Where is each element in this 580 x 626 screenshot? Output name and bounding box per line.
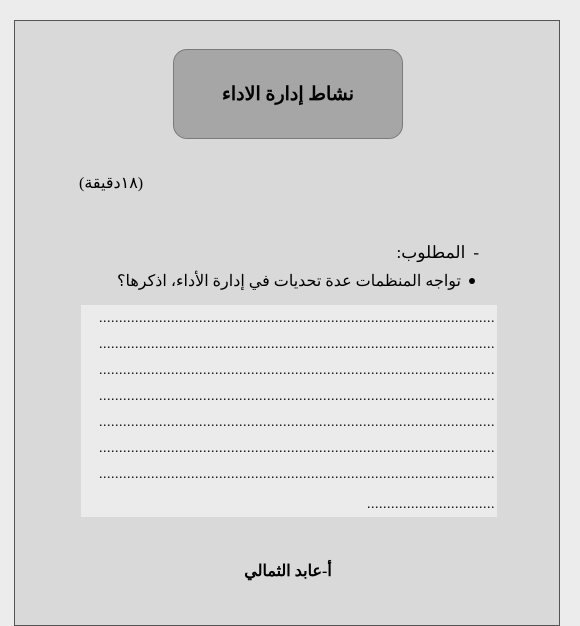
question-text: تواجه المنظمات عدة تحديات في إدارة الأداء، اذكرها؟ [117,273,461,290]
answer-line: ................................ [367,497,495,512]
document-page [14,20,560,626]
author-name: أ-عابد الثمالي [244,563,332,580]
answer-line: ................................................................................................... [99,311,495,326]
required-label: المطلوب: [396,243,466,262]
title-box [173,49,403,139]
duration-label: (١٨دقيقة) [79,175,144,192]
dash-marker: - [473,243,479,262]
answer-line: ................................................................................................... [99,363,495,378]
answer-line: ................................................................................................... [99,441,495,456]
required-heading [397,243,480,263]
answer-line: ................................................................................................... [99,389,495,404]
activity-title: نشاط إدارة الاداء [221,83,355,105]
answer-area[interactable] [81,305,497,517]
question-item [117,271,475,291]
bullet-icon [469,278,475,284]
answer-line: ................................................................................................... [99,337,495,352]
answer-line: ................................................................................................... [99,467,495,482]
answer-line: ................................................................................................... [99,415,495,430]
